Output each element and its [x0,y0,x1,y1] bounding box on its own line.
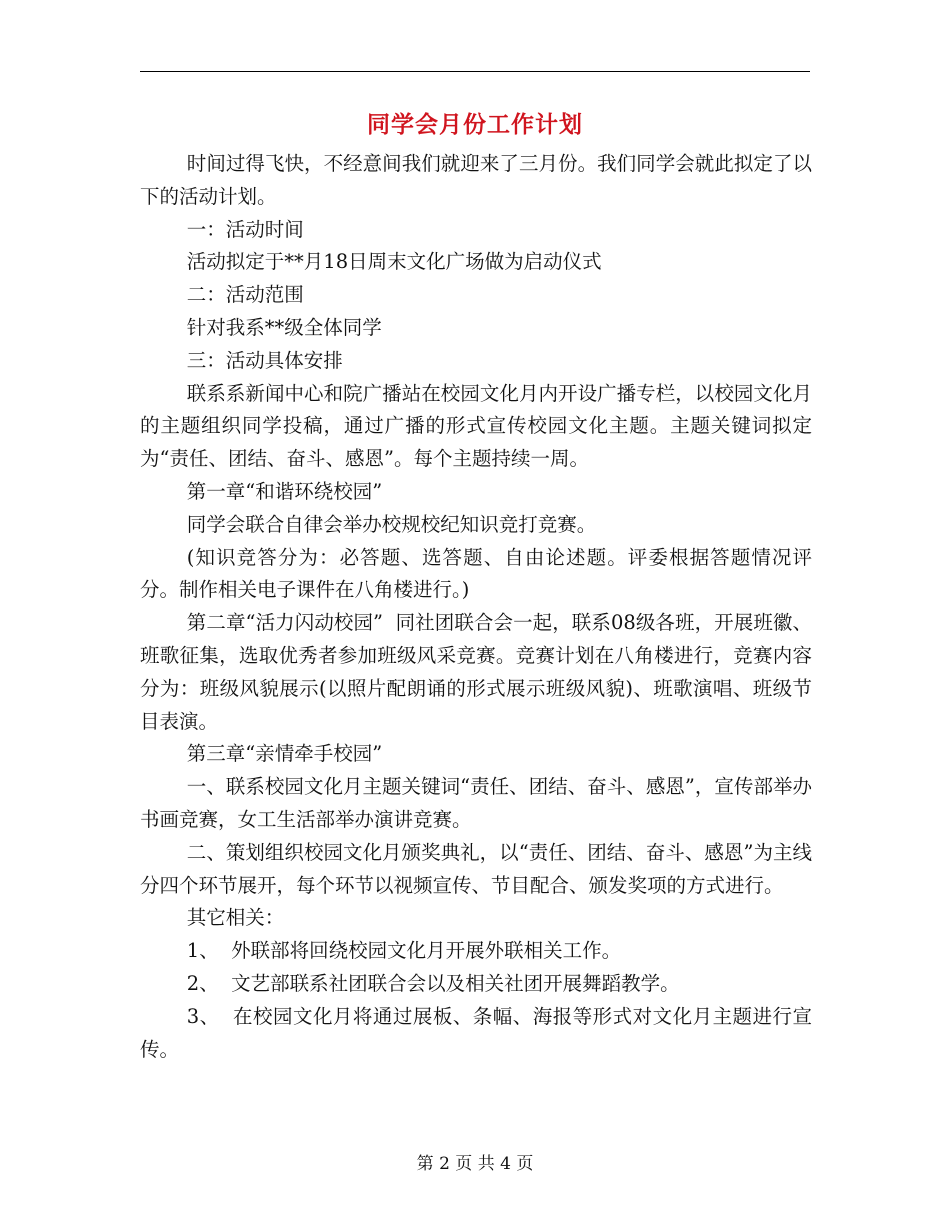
list-item-2: 2、 文艺部联系社团联合会以及相关社团开展舞蹈教学。 [186,971,680,995]
heading-activity-scope: 二：活动范围 [186,283,304,307]
paragraph-intro: 时间过得飞快，不经意间我们就迎来了三月份。我们同学会就此拟定了以下的活动计划。 [140,152,812,208]
paragraph-calligraphy-contest: 一、联系校园文化月主题关键词“责任、团结、奋斗、感恩”，宣传部举办书画竞赛，女工生活部举办演讲竞赛。 [140,775,812,831]
document-title: 同学会月份工作计划 [367,112,583,138]
list-item-1: 1、 外联部将回绕校园文化月开展外联相关工作。 [186,939,622,963]
heading-other: 其它相关： [186,906,285,930]
heading-activity-arrangement: 三：活动具体安排 [186,348,343,372]
paragraph-chapter-two: 第二章“活力闪动校园” 同社团联合会一起，联系08级各班，开展班徽、班歌征集，选取优秀者参加班级风采竞赛。竞赛计划在八角楼进行，竞赛内容分为：班级风貌展示(以照片配朗诵的形式展示班级风貌)、班歌演唱、班级节目表演。 [140,611,812,733]
heading-chapter-one: 第一章“和谐环绕校园” [186,479,383,503]
header-rule [140,71,810,72]
paragraph-activity-scope: 针对我系**级全体同学 [186,315,382,339]
list-item-3: 3、 在校园文化月将通过展板、条幅、海报等形式对文化月主题进行宣传。 [140,1004,812,1061]
document-body [140,148,812,1066]
paragraph-broadcast-column: 联系系新闻中心和院广播站在校园文化月内开设广播专栏，以校园文化月的主题组织同学投稿，通过广播的形式宣传校园文化主题。主题关键词拟定为“责任、团结、奋斗、感恩”。每个主题持续一周。 [140,381,812,471]
paragraph-award-ceremony: 二、策划组织校园文化月颁奖典礼，以“责任、团结、奋斗、感恩”为主线分四个环节展开，每个环节以视频宣传、节目配合、颁发奖项的方式进行。 [140,840,812,897]
heading-chapter-three: 第三章“亲情牵手校园” [186,742,383,766]
paragraph-knowledge-contest: 同学会联合自律会举办校规校纪知识竞打竞赛。 [186,512,597,536]
page-number: 第 2 页 共 4 页 [416,1154,534,1174]
paragraph-activity-time: 活动拟定于**月18日周末文化广场做为启动仪式 [186,250,602,274]
heading-activity-time: 一：活动时间 [186,217,304,241]
paragraph-contest-rules: (知识竞答分为：必答题、选答题、自由论述题。评委根据答题情况评分。制作相关电子课件在八角楼进行。) [140,545,812,602]
